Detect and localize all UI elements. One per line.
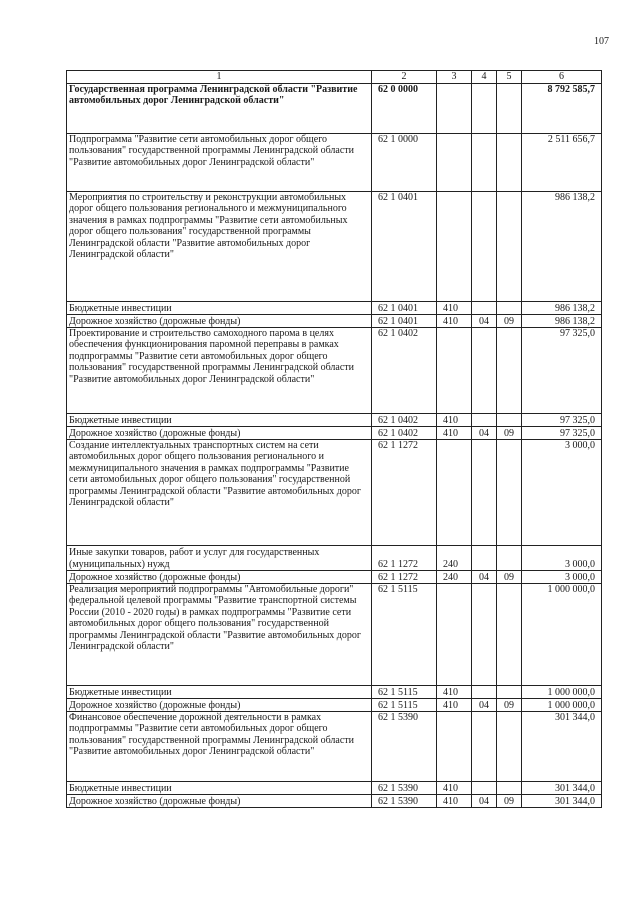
cell-code: 62 1 1272 [372,546,437,571]
cell-name: Иные закупки товаров, работ и услуг для государственных (муниципальных) нужд [67,546,372,571]
cell-subsection [497,546,522,571]
cell-expense-type [437,192,472,302]
cell-expense-type [437,584,472,686]
cell-name: Бюджетные инвестиции [67,686,372,699]
cell-expense-type: 240 [437,571,472,584]
cell-code: 62 1 1272 [372,571,437,584]
cell-subsection: 09 [497,571,522,584]
cell-section [472,328,497,414]
budget-table [66,70,602,808]
table-row [67,782,602,795]
cell-amount: 301 344,0 [522,712,602,782]
cell-code: 62 1 0402 [372,328,437,414]
cell-name: Финансовое обеспечение дорожной деятельности в рамках подпрограммы "Развитие сети автомобильных дорог общего пользования" государственной программы Ленинградской области "Развитие автомобильных дорог Ленинградской области" [67,712,372,782]
header-col-6: 6 [522,71,602,84]
cell-amount: 986 138,2 [522,302,602,315]
cell-section [472,302,497,315]
cell-expense-type: 410 [437,699,472,712]
cell-amount: 301 344,0 [522,782,602,795]
cell-name: Дорожное хозяйство (дорожные фонды) [67,699,372,712]
table-row [67,712,602,782]
cell-name: Реализация мероприятий подпрограммы "Автомобильные дороги" федеральной целевой программы "Развитие транспортной системы России (2010 - 2020 годы) в рамках подпрограммы "Развитие сети автомобильных дорог общего пользования" государственной программы Ленинградской области "Развитие автомобильных дорог Ленинградской области" [67,584,372,686]
cell-code: 62 1 5390 [372,782,437,795]
cell-subsection [497,440,522,546]
table-row [67,571,602,584]
cell-subsection [497,302,522,315]
cell-expense-type: 410 [437,427,472,440]
cell-amount: 3 000,0 [522,440,602,546]
cell-code: 62 1 0401 [372,192,437,302]
cell-code: 62 1 0401 [372,315,437,328]
cell-name: Подпрограмма "Развитие сети автомобильных дорог общего пользования" государственной программы Ленинградской области "Развитие автомобильных дорог Ленинградской области" [67,134,372,192]
cell-section: 04 [472,795,497,808]
table-row [67,315,602,328]
cell-code: 62 1 5115 [372,686,437,699]
cell-code: 62 0 0000 [372,84,437,134]
cell-section [472,546,497,571]
cell-section: 04 [472,427,497,440]
header-col-1: 1 [67,71,372,84]
cell-expense-type: 410 [437,795,472,808]
cell-amount: 8 792 585,7 [522,84,602,134]
table-row [67,134,602,192]
header-col-4: 4 [472,71,497,84]
cell-code: 62 1 0000 [372,134,437,192]
cell-section [472,192,497,302]
cell-section [472,686,497,699]
table-row [67,546,602,571]
cell-amount: 1 000 000,0 [522,686,602,699]
header-col-3: 3 [437,71,472,84]
cell-code: 62 1 5390 [372,795,437,808]
cell-section [472,84,497,134]
cell-amount: 986 138,2 [522,192,602,302]
cell-amount: 986 138,2 [522,315,602,328]
table-row [67,328,602,414]
cell-expense-type: 410 [437,414,472,427]
cell-amount: 3 000,0 [522,571,602,584]
cell-subsection [497,328,522,414]
table-header-row [67,71,602,84]
cell-name: Бюджетные инвестиции [67,414,372,427]
cell-subsection [497,192,522,302]
cell-name: Дорожное хозяйство (дорожные фонды) [67,315,372,328]
table-row [67,427,602,440]
cell-expense-type [437,134,472,192]
cell-code: 62 1 0401 [372,302,437,315]
cell-name: Мероприятия по строительству и реконструкции автомобильных дорог общего пользования регионального и межмуниципального значения в рамках подпрограммы "Развитие сети автомобильных дорог общего пользования" государственной программы Ленинградской области "Развитие автомобильных дорог Ленинградской области" [67,192,372,302]
cell-expense-type: 410 [437,686,472,699]
cell-amount: 97 325,0 [522,328,602,414]
cell-code: 62 1 5115 [372,584,437,686]
cell-subsection: 09 [497,795,522,808]
cell-subsection [497,84,522,134]
cell-subsection [497,712,522,782]
table-row [67,440,602,546]
cell-amount: 3 000,0 [522,546,602,571]
cell-subsection [497,134,522,192]
cell-section: 04 [472,315,497,328]
cell-section [472,440,497,546]
cell-expense-type: 410 [437,315,472,328]
cell-expense-type: 410 [437,782,472,795]
cell-amount: 2 511 656,7 [522,134,602,192]
cell-subsection [497,584,522,686]
table-row [67,84,602,134]
cell-section: 04 [472,571,497,584]
cell-code: 62 1 0402 [372,414,437,427]
cell-name: Дорожное хозяйство (дорожные фонды) [67,571,372,584]
cell-subsection: 09 [497,315,522,328]
table-row [67,795,602,808]
cell-name: Дорожное хозяйство (дорожные фонды) [67,795,372,808]
page-number: 107 [594,36,609,47]
cell-code: 62 1 0402 [372,427,437,440]
cell-amount: 97 325,0 [522,427,602,440]
header-col-5: 5 [497,71,522,84]
table-row [67,699,602,712]
cell-name: Создание интеллектуальных транспортных систем на сети автомобильных дорог общего пользования регионального и межмуниципального значения в рамках подпрограммы "Развитие сети автомобильных дорог общего пользования" государственной программы Ленинградской области "Развитие автомобильных дорог Ленинградской области" [67,440,372,546]
cell-subsection [497,782,522,795]
cell-section [472,782,497,795]
cell-code: 62 1 1272 [372,440,437,546]
table-row [67,302,602,315]
cell-name: Бюджетные инвестиции [67,302,372,315]
cell-amount: 1 000 000,0 [522,584,602,686]
cell-section [472,584,497,686]
cell-amount: 1 000 000,0 [522,699,602,712]
cell-expense-type [437,328,472,414]
cell-expense-type [437,712,472,782]
cell-subsection [497,686,522,699]
cell-expense-type [437,440,472,546]
header-col-2: 2 [372,71,437,84]
cell-subsection: 09 [497,427,522,440]
cell-section [472,712,497,782]
cell-code: 62 1 5390 [372,712,437,782]
cell-name: Проектирование и строительство самоходного парома в целях обеспечения функционирования паромной переправы в рамках подпрограммы "Развитие сети автомобильных дорог общего пользования" государственной программы Ленинградской области "Развитие автомобильных дорог Ленинградской области" [67,328,372,414]
cell-name: Бюджетные инвестиции [67,782,372,795]
cell-expense-type: 240 [437,546,472,571]
table-row [67,584,602,686]
cell-section [472,414,497,427]
cell-amount: 97 325,0 [522,414,602,427]
cell-subsection [497,414,522,427]
table-row [67,414,602,427]
cell-amount: 301 344,0 [522,795,602,808]
cell-section: 04 [472,699,497,712]
cell-code: 62 1 5115 [372,699,437,712]
table-row [67,686,602,699]
cell-expense-type [437,84,472,134]
cell-name: Дорожное хозяйство (дорожные фонды) [67,427,372,440]
cell-name: Государственная программа Ленинградской области "Развитие автомобильных дорог Ленинградской области" [67,84,372,134]
table-row [67,192,602,302]
cell-section [472,134,497,192]
cell-subsection: 09 [497,699,522,712]
cell-expense-type: 410 [437,302,472,315]
